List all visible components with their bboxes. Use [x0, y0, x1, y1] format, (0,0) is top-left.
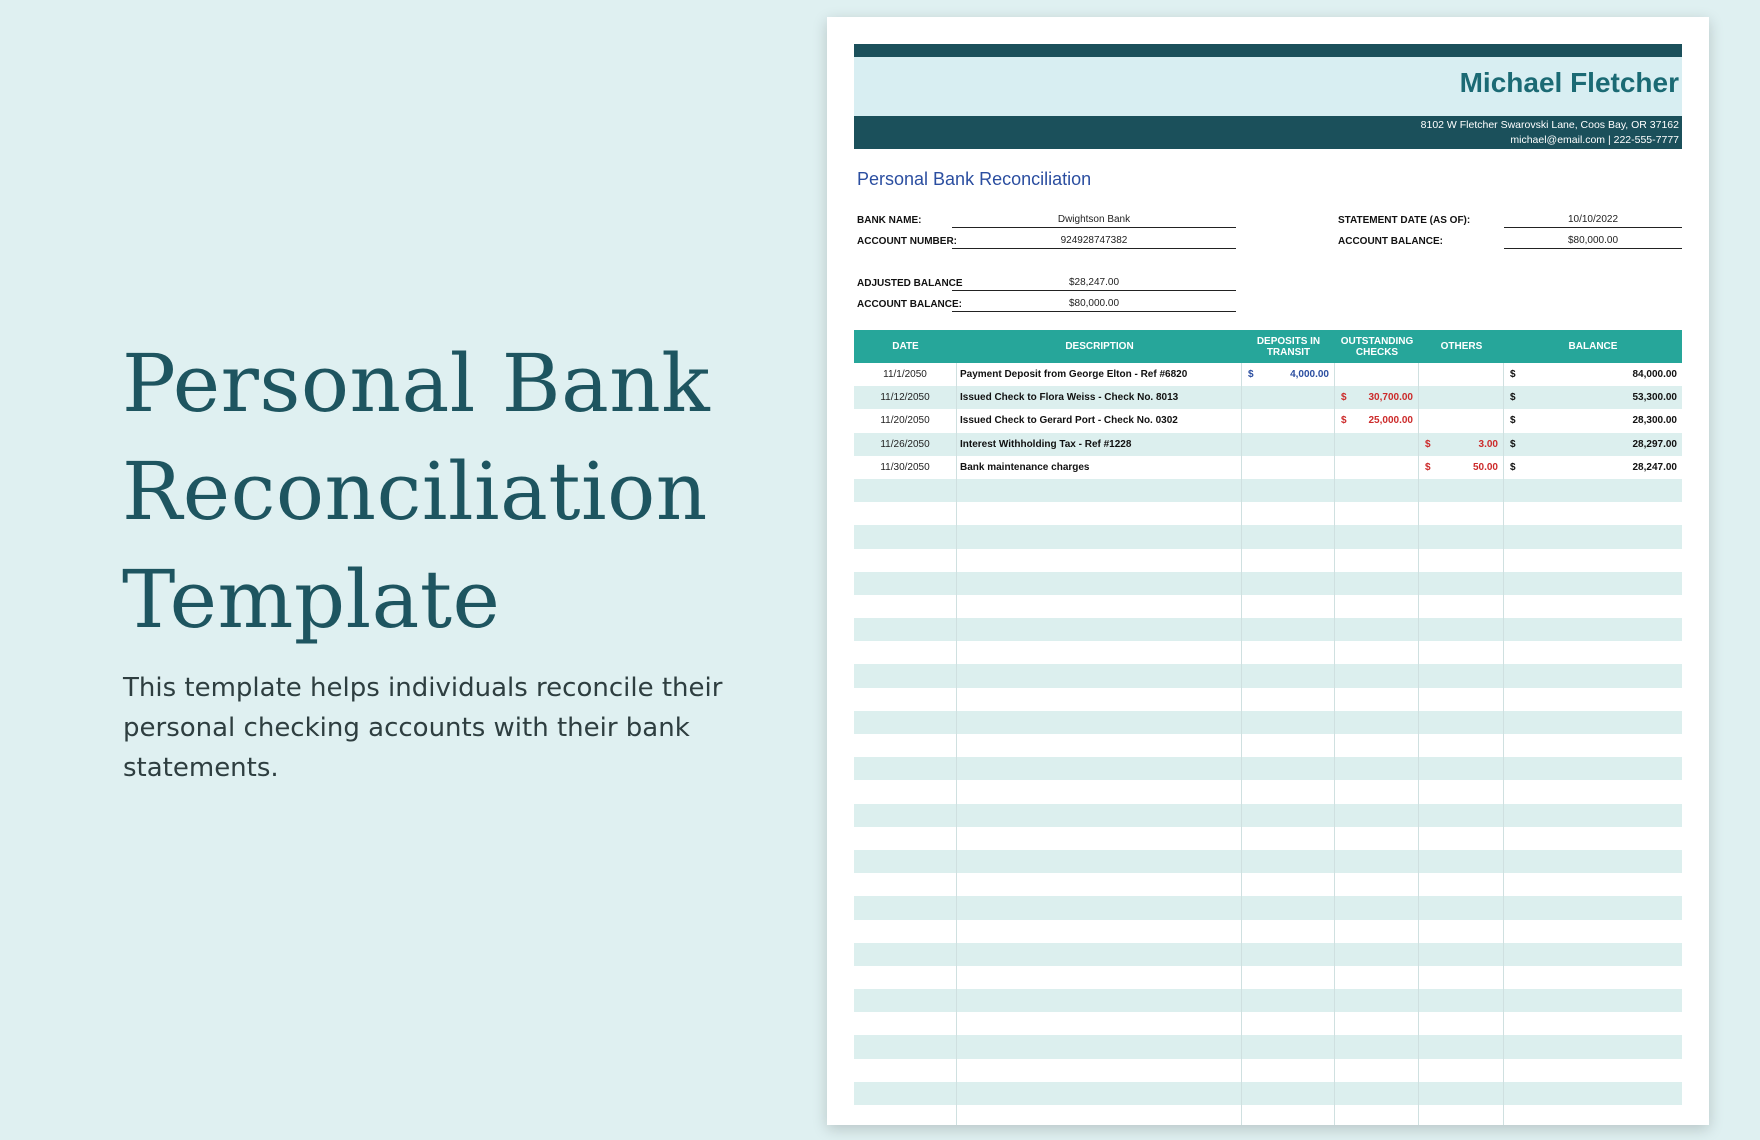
- empty-cell: [1335, 757, 1419, 780]
- document-title: Personal Bank Reconciliation: [857, 169, 1092, 189]
- empty-cell: [1242, 1059, 1335, 1082]
- empty-cell: [1335, 943, 1419, 966]
- empty-cell: [1335, 618, 1419, 641]
- table-row: [854, 1059, 1682, 1082]
- empty-cell: [854, 873, 957, 896]
- empty-cell: [1335, 1059, 1419, 1082]
- cell-others: [1419, 409, 1504, 432]
- empty-cell: [957, 479, 1242, 502]
- empty-cell: [854, 850, 957, 873]
- table-row: [854, 595, 1682, 618]
- empty-cell: [1335, 664, 1419, 687]
- cell-description: Issued Check to Flora Weiss - Check No. 8013: [957, 386, 1242, 409]
- cell-balance: [1504, 433, 1682, 456]
- empty-cell: [1504, 780, 1682, 803]
- empty-cell: [957, 734, 1242, 757]
- empty-cell: [1335, 502, 1419, 525]
- currency-symbol: $: [1510, 438, 1516, 450]
- cell-deposit: [1242, 433, 1335, 456]
- empty-cell: [1335, 827, 1419, 850]
- empty-cell: [1419, 1082, 1504, 1105]
- empty-cell: [1335, 711, 1419, 734]
- header-description: DESCRIPTION: [1065, 341, 1134, 352]
- empty-cell: [854, 618, 957, 641]
- empty-cell: [1504, 572, 1682, 595]
- account-balance-label: ACCOUNT BALANCE:: [1338, 236, 1443, 247]
- table-row: [854, 549, 1682, 572]
- empty-cell: [957, 1012, 1242, 1035]
- empty-cell: [957, 688, 1242, 711]
- empty-cell: [1242, 757, 1335, 780]
- account-number-label: ACCOUNT NUMBER:: [857, 236, 957, 247]
- table-row: [854, 850, 1682, 873]
- empty-cell: [1242, 804, 1335, 827]
- empty-cell: [1242, 920, 1335, 943]
- cell-others-amount: 50.00: [1472, 461, 1498, 473]
- header-deposits: DEPOSITS IN TRANSIT: [1256, 335, 1321, 358]
- currency-symbol: $: [1510, 392, 1516, 404]
- empty-cell: [1504, 804, 1682, 827]
- empty-cell: [1242, 850, 1335, 873]
- cell-deposit: [1242, 456, 1335, 479]
- empty-cell: [957, 618, 1242, 641]
- empty-cell: [1335, 1035, 1419, 1058]
- bank-name-label: BANK NAME:: [857, 215, 922, 226]
- empty-cell: [1242, 595, 1335, 618]
- empty-cell: [1335, 595, 1419, 618]
- empty-cell: [854, 780, 957, 803]
- empty-cell: [957, 804, 1242, 827]
- empty-cell: [1419, 479, 1504, 502]
- empty-cell: [1504, 850, 1682, 873]
- table-row: [854, 757, 1682, 780]
- hero-description: This template helps individuals reconcile their personal checking accounts with their bank statements.: [123, 673, 723, 783]
- currency-symbol: $: [1510, 415, 1516, 427]
- table-row: [854, 1012, 1682, 1035]
- empty-cell: [1242, 780, 1335, 803]
- empty-cell: [957, 850, 1242, 873]
- cell-outstanding: [1335, 456, 1419, 479]
- empty-cell: [957, 1082, 1242, 1105]
- empty-cell: [1335, 804, 1419, 827]
- empty-cell: [1504, 896, 1682, 919]
- cell-description: Issued Check to Gerard Port - Check No. 0302: [957, 409, 1242, 432]
- empty-cell: [957, 943, 1242, 966]
- table-row: [854, 363, 1682, 386]
- table-row: [854, 409, 1682, 432]
- hero-title: Personal Bank Reconciliation Template: [122, 337, 711, 646]
- empty-cell: [957, 989, 1242, 1012]
- empty-cell: [1242, 618, 1335, 641]
- empty-cell: [1419, 943, 1504, 966]
- empty-cell: [1504, 1082, 1682, 1105]
- empty-cell: [957, 572, 1242, 595]
- empty-cell: [854, 479, 957, 502]
- empty-cell: [1419, 804, 1504, 827]
- table-row: [854, 572, 1682, 595]
- address-band: [854, 116, 1682, 149]
- empty-cell: [957, 595, 1242, 618]
- empty-cell: [1419, 850, 1504, 873]
- empty-cell: [1335, 780, 1419, 803]
- cell-outstanding: [1335, 386, 1419, 409]
- empty-cell: [1504, 943, 1682, 966]
- cell-balance-amount: 53,300.00: [1632, 392, 1677, 404]
- table-row: [854, 920, 1682, 943]
- empty-cell: [1242, 1012, 1335, 1035]
- empty-cell: [1335, 920, 1419, 943]
- empty-cell: [1335, 479, 1419, 502]
- table-row: [854, 1035, 1682, 1058]
- empty-cell: [854, 1059, 957, 1082]
- empty-cell: [1335, 873, 1419, 896]
- table-row: [854, 943, 1682, 966]
- empty-cell: [1242, 1082, 1335, 1105]
- document-preview: [827, 17, 1709, 1125]
- cell-date: 11/1/2050: [854, 363, 957, 386]
- cell-outstanding: [1335, 409, 1419, 432]
- empty-cell: [1335, 572, 1419, 595]
- empty-cell: [957, 711, 1242, 734]
- owner-address: 8102 W Fletcher Swarovski Lane, Coos Bay, OR 37162: [1420, 119, 1679, 131]
- empty-cell: [1419, 734, 1504, 757]
- empty-cell: [854, 688, 957, 711]
- empty-cell: [1242, 688, 1335, 711]
- empty-cell: [1335, 989, 1419, 1012]
- cell-others: [1419, 456, 1504, 479]
- table-row: [854, 734, 1682, 757]
- statement-date-value: 10/10/2022: [1504, 213, 1682, 228]
- empty-cell: [1419, 966, 1504, 989]
- header-top-bar: [854, 44, 1682, 57]
- empty-cell: [1242, 549, 1335, 572]
- empty-cell: [957, 966, 1242, 989]
- cell-deposit: [1242, 409, 1335, 432]
- table-row: [854, 386, 1682, 409]
- empty-cell: [1419, 525, 1504, 548]
- empty-cell: [854, 943, 957, 966]
- cell-others-amount: 3.00: [1478, 438, 1498, 450]
- table-row: [854, 479, 1682, 502]
- empty-cell: [1419, 549, 1504, 572]
- empty-cell: [854, 1035, 957, 1058]
- table-row: [854, 804, 1682, 827]
- cell-date: 11/30/2050: [854, 456, 957, 479]
- empty-cell: [1504, 618, 1682, 641]
- empty-cell: [1335, 734, 1419, 757]
- cell-balance-amount: 84,000.00: [1632, 369, 1677, 380]
- empty-cell: [1419, 664, 1504, 687]
- empty-cell: [957, 920, 1242, 943]
- table-row: [854, 456, 1682, 479]
- empty-cell: [1504, 525, 1682, 548]
- currency-symbol: $: [1341, 392, 1347, 404]
- owner-contact: michael@email.com | 222-555-7777: [1510, 134, 1679, 146]
- empty-cell: [1419, 780, 1504, 803]
- currency-symbol: $: [1425, 438, 1431, 450]
- empty-cell: [1242, 641, 1335, 664]
- header-date: DATE: [892, 341, 919, 352]
- empty-cell: [1504, 873, 1682, 896]
- table-row: [854, 1105, 1682, 1125]
- cell-deposit-amount: 4,000.00: [1290, 369, 1329, 380]
- empty-cell: [957, 549, 1242, 572]
- cell-others: [1419, 433, 1504, 456]
- account-balance-2-value: $80,000.00: [952, 297, 1236, 312]
- table-row: [854, 433, 1682, 456]
- empty-cell: [1419, 896, 1504, 919]
- table-row: [854, 827, 1682, 850]
- empty-cell: [1242, 827, 1335, 850]
- empty-cell: [957, 827, 1242, 850]
- empty-cell: [1504, 966, 1682, 989]
- empty-cell: [1335, 641, 1419, 664]
- empty-cell: [854, 595, 957, 618]
- cell-date: 11/20/2050: [854, 409, 957, 432]
- cell-balance: [1504, 409, 1682, 432]
- account-balance-value: $80,000.00: [1504, 234, 1682, 249]
- empty-cell: [957, 641, 1242, 664]
- table-row: [854, 966, 1682, 989]
- empty-cell: [1242, 711, 1335, 734]
- currency-symbol: $: [1341, 415, 1347, 427]
- cell-date: 11/12/2050: [854, 386, 957, 409]
- cell-outstanding-amount: 30,700.00: [1368, 392, 1413, 404]
- table-row: [854, 896, 1682, 919]
- table-row: [854, 1082, 1682, 1105]
- empty-cell: [854, 525, 957, 548]
- cell-balance-amount: 28,297.00: [1632, 438, 1677, 450]
- empty-cell: [957, 1059, 1242, 1082]
- cell-outstanding: [1335, 363, 1419, 386]
- bank-name-value: Dwightson Bank: [952, 213, 1236, 228]
- empty-cell: [1419, 618, 1504, 641]
- empty-cell: [1242, 572, 1335, 595]
- table-row: [854, 780, 1682, 803]
- empty-cell: [1419, 1059, 1504, 1082]
- empty-cell: [1504, 920, 1682, 943]
- empty-cell: [854, 502, 957, 525]
- currency-symbol: $: [1510, 369, 1516, 380]
- cell-deposit: [1242, 363, 1335, 386]
- empty-cell: [1419, 873, 1504, 896]
- cell-balance: [1504, 456, 1682, 479]
- empty-cell: [957, 873, 1242, 896]
- empty-cell: [1419, 989, 1504, 1012]
- empty-cell: [854, 920, 957, 943]
- cell-others: [1419, 363, 1504, 386]
- table-row: [854, 873, 1682, 896]
- empty-cell: [854, 757, 957, 780]
- name-band: [854, 57, 1682, 116]
- empty-cell: [1419, 757, 1504, 780]
- empty-cell: [1419, 1105, 1504, 1125]
- empty-cell: [1242, 1035, 1335, 1058]
- empty-cell: [1504, 989, 1682, 1012]
- empty-cell: [1504, 757, 1682, 780]
- empty-cell: [1504, 641, 1682, 664]
- empty-cell: [1504, 734, 1682, 757]
- empty-cell: [957, 780, 1242, 803]
- empty-cell: [1419, 595, 1504, 618]
- table-body: [854, 363, 1682, 1125]
- empty-cell: [854, 734, 957, 757]
- reconciliation-table: [854, 330, 1682, 1125]
- empty-cell: [854, 641, 957, 664]
- empty-cell: [1242, 966, 1335, 989]
- empty-cell: [1242, 896, 1335, 919]
- empty-cell: [1242, 525, 1335, 548]
- empty-cell: [854, 896, 957, 919]
- currency-symbol: $: [1248, 369, 1254, 380]
- cell-others: [1419, 386, 1504, 409]
- table-row: [854, 525, 1682, 548]
- cell-outstanding: [1335, 433, 1419, 456]
- empty-cell: [1419, 572, 1504, 595]
- table-row: [854, 502, 1682, 525]
- account-balance-2-label: ACCOUNT BALANCE:: [857, 299, 962, 310]
- owner-name: Michael Fletcher: [1459, 67, 1679, 98]
- header-balance: BALANCE: [1568, 341, 1618, 352]
- empty-cell: [854, 664, 957, 687]
- table-row: [854, 618, 1682, 641]
- empty-cell: [1504, 549, 1682, 572]
- cell-balance: [1504, 386, 1682, 409]
- empty-cell: [1504, 711, 1682, 734]
- empty-cell: [854, 827, 957, 850]
- empty-cell: [1504, 595, 1682, 618]
- empty-cell: [854, 549, 957, 572]
- empty-cell: [1504, 1059, 1682, 1082]
- cell-description: Payment Deposit from George Elton - Ref #6820: [957, 363, 1242, 386]
- empty-cell: [854, 1105, 957, 1125]
- table-header: [854, 330, 1682, 363]
- empty-cell: [957, 757, 1242, 780]
- empty-cell: [1504, 827, 1682, 850]
- empty-cell: [854, 711, 957, 734]
- adjusted-balance-label: ADJUSTED BALANCE: [857, 278, 963, 289]
- empty-cell: [1504, 1012, 1682, 1035]
- empty-cell: [1419, 1035, 1504, 1058]
- empty-cell: [1242, 943, 1335, 966]
- empty-cell: [1335, 1082, 1419, 1105]
- empty-cell: [1242, 502, 1335, 525]
- empty-cell: [957, 1035, 1242, 1058]
- account-number-value: 924928747382: [952, 234, 1236, 249]
- cell-outstanding-amount: 25,000.00: [1368, 415, 1413, 427]
- empty-cell: [854, 989, 957, 1012]
- empty-cell: [1419, 711, 1504, 734]
- cell-description: Interest Withholding Tax - Ref #1228: [957, 433, 1242, 456]
- table-row: [854, 641, 1682, 664]
- empty-cell: [957, 525, 1242, 548]
- currency-symbol: $: [1425, 461, 1431, 473]
- empty-cell: [1419, 641, 1504, 664]
- empty-cell: [1335, 1105, 1419, 1125]
- table-row: [854, 688, 1682, 711]
- currency-symbol: $: [1510, 461, 1516, 473]
- adjusted-balance-value: $28,247.00: [952, 276, 1236, 291]
- empty-cell: [854, 1012, 957, 1035]
- table-row: [854, 664, 1682, 687]
- empty-cell: [1335, 966, 1419, 989]
- cell-balance-amount: 28,247.00: [1632, 461, 1677, 473]
- empty-cell: [1242, 1105, 1335, 1125]
- empty-cell: [1504, 688, 1682, 711]
- empty-cell: [1335, 896, 1419, 919]
- empty-cell: [1335, 688, 1419, 711]
- empty-cell: [854, 1082, 957, 1105]
- header-others: OTHERS: [1440, 341, 1483, 352]
- empty-cell: [1419, 827, 1504, 850]
- empty-cell: [1242, 734, 1335, 757]
- cell-balance-amount: 28,300.00: [1632, 415, 1677, 427]
- empty-cell: [1419, 688, 1504, 711]
- empty-cell: [1504, 1035, 1682, 1058]
- empty-cell: [1504, 479, 1682, 502]
- empty-cell: [957, 896, 1242, 919]
- empty-cell: [1335, 549, 1419, 572]
- empty-cell: [1419, 1012, 1504, 1035]
- empty-cell: [854, 572, 957, 595]
- empty-cell: [854, 966, 957, 989]
- cell-date: 11/26/2050: [854, 433, 957, 456]
- empty-cell: [957, 1105, 1242, 1125]
- cell-deposit: [1242, 386, 1335, 409]
- cell-description: Bank maintenance charges: [957, 456, 1242, 479]
- empty-cell: [957, 502, 1242, 525]
- header-outstanding: OUTSTANDING CHECKS: [1340, 335, 1414, 358]
- empty-cell: [1242, 989, 1335, 1012]
- empty-cell: [1504, 664, 1682, 687]
- empty-cell: [957, 664, 1242, 687]
- empty-cell: [1504, 1105, 1682, 1125]
- empty-cell: [1504, 502, 1682, 525]
- statement-date-label: STATEMENT DATE (AS OF):: [1338, 215, 1471, 226]
- empty-cell: [1419, 502, 1504, 525]
- table-row: [854, 711, 1682, 734]
- empty-cell: [1335, 1012, 1419, 1035]
- empty-cell: [1242, 479, 1335, 502]
- empty-cell: [1242, 664, 1335, 687]
- empty-cell: [1335, 525, 1419, 548]
- table-row: [854, 989, 1682, 1012]
- empty-cell: [1335, 850, 1419, 873]
- empty-cell: [1419, 920, 1504, 943]
- empty-cell: [854, 804, 957, 827]
- empty-cell: [1242, 873, 1335, 896]
- cell-balance: [1504, 363, 1682, 386]
